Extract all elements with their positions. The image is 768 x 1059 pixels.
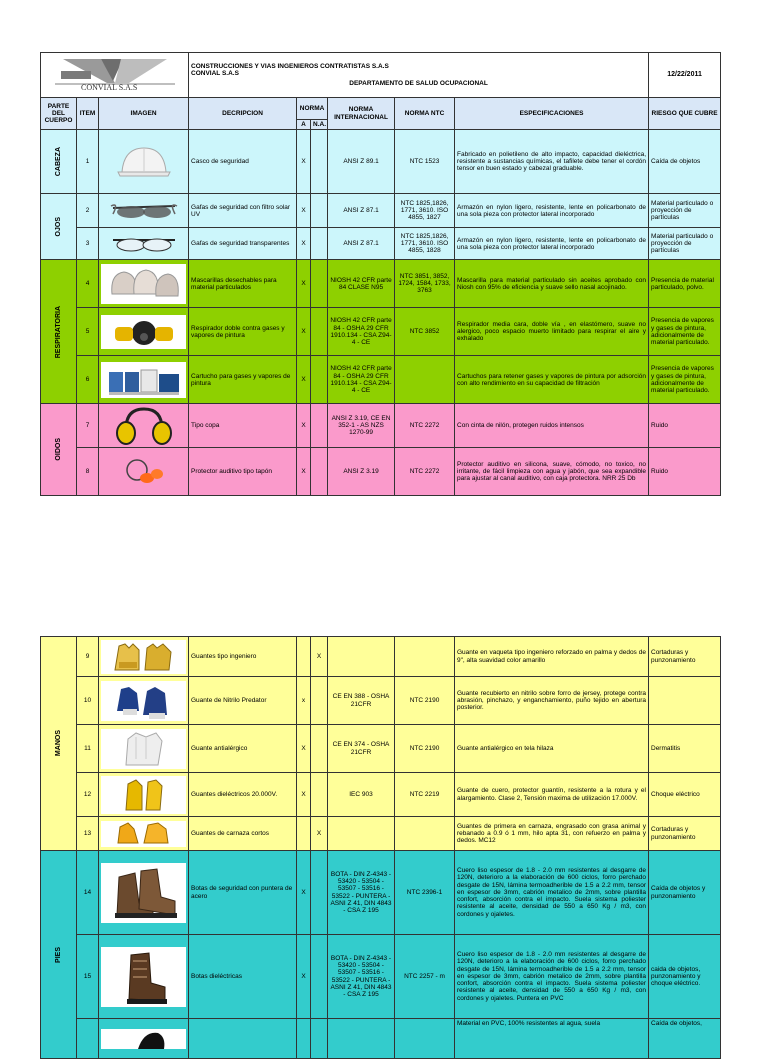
cell-spec: Guante antialérgico en tela hilaza bbox=[455, 725, 649, 773]
table-row bbox=[41, 356, 721, 404]
cell-int: BOTA - DIN Z-4343 - 53420 - 53504 - 53507 - 53516 - 53522 - PUNTERA - ASNI Z 41, DIN 4843 - CSA Z 195 bbox=[328, 935, 395, 1019]
group-manos bbox=[41, 637, 77, 851]
table-row bbox=[41, 130, 721, 194]
cell-a: X bbox=[297, 260, 311, 308]
cell-a: X bbox=[297, 935, 311, 1019]
cell-na bbox=[311, 851, 328, 935]
cell-risk: Caída de objetos bbox=[649, 130, 721, 194]
cell-int: NIOSH 42 CFR parte 84 - OSHA 29 CFR 1910.134 - CSA Z94-4 - CE bbox=[328, 356, 395, 404]
cell-desc: Gafas de seguridad con filtro solar UV bbox=[189, 194, 297, 228]
table-row bbox=[41, 637, 721, 677]
cell-item: 15 bbox=[77, 935, 99, 1019]
cell-na bbox=[311, 773, 328, 817]
col-norma: NORMA bbox=[297, 98, 328, 120]
uv-glasses-image bbox=[99, 194, 189, 228]
cell-desc: Botas de seguridad con puntera de acero bbox=[189, 851, 297, 935]
cell-a bbox=[297, 637, 311, 677]
cell-ntc: NTC 3852 bbox=[395, 308, 455, 356]
group-pies bbox=[41, 851, 77, 1059]
cell-item: 10 bbox=[77, 677, 99, 725]
leather-gloves-image bbox=[99, 637, 189, 677]
cell-risk: Material particulado o proyección de partículas bbox=[649, 194, 721, 228]
cell-int bbox=[328, 1019, 395, 1059]
cell-na bbox=[311, 228, 328, 260]
cell-spec: Mascarilla para material particulado sin aceites aprobado con Niosh con 95% de eficiencia y suave sello nasal acojinado. bbox=[455, 260, 649, 308]
group-label: OJOS bbox=[54, 217, 62, 237]
nitrile-gloves-image bbox=[99, 677, 189, 725]
cell-desc: Respirador doble contra gases y vapores de pintura bbox=[189, 308, 297, 356]
cell-desc: Guantes de carnaza cortos bbox=[189, 817, 297, 851]
cell-a: X bbox=[297, 130, 311, 194]
cell-spec: Con cinta de nilón, protegen ruidos intensos bbox=[455, 404, 649, 448]
cell-risk: Material particulado o proyección de partículas bbox=[649, 228, 721, 260]
cell-desc: Protector auditivo tipo tapón bbox=[189, 448, 297, 496]
cell-spec: Guante en vaqueta tipo ingeniero reforzado en palma y dedos de 9", alta suavidad color amarillo bbox=[455, 637, 649, 677]
group-label: RESPIRATORIA bbox=[54, 305, 62, 358]
table-row bbox=[41, 773, 721, 817]
cell-a: X bbox=[297, 725, 311, 773]
cell-item: 2 bbox=[77, 194, 99, 228]
cell-item: 6 bbox=[77, 356, 99, 404]
suede-gloves-image bbox=[99, 817, 189, 851]
cell-ntc: NTC 2190 bbox=[395, 725, 455, 773]
cell-int bbox=[328, 817, 395, 851]
cell-na bbox=[311, 725, 328, 773]
cell-desc: Guante antialérgico bbox=[189, 725, 297, 773]
earmuff-image bbox=[99, 404, 189, 448]
cell-na bbox=[311, 130, 328, 194]
company-short: CONVIAL S.A.S bbox=[191, 70, 239, 78]
cell-int: ANSI Z 89.1 bbox=[328, 130, 395, 194]
cell-a: X bbox=[297, 356, 311, 404]
table-row bbox=[41, 448, 721, 496]
cotton-gloves-image bbox=[99, 725, 189, 773]
cell-a: X bbox=[297, 773, 311, 817]
cell-ntc: NTC 2190 bbox=[395, 677, 455, 725]
department-title: DEPARTAMENTO DE SALUD OCUPACIONAL bbox=[349, 79, 488, 87]
table-row bbox=[41, 935, 721, 1019]
cell-risk bbox=[649, 677, 721, 725]
company-logo bbox=[41, 53, 189, 98]
cell-a: X bbox=[297, 448, 311, 496]
cell-spec: Protector auditivo en silicona, suave, cómodo, no toxico, no irritante, de fácil limpieza con agua y jabón, que sea expandible para ajustar al canal auditivo, con caja protectora. NRR 25 Db bbox=[455, 448, 649, 496]
col-norma-ntc: NORMA NTC bbox=[395, 98, 455, 130]
group-oidos bbox=[41, 404, 77, 496]
cell-desc: Botas dieléctricas bbox=[189, 935, 297, 1019]
cell-desc: Guantes dieléctricos 20.000V. bbox=[189, 773, 297, 817]
helmet-image bbox=[99, 130, 189, 194]
cell-int: ANSI Z 3.19 bbox=[328, 448, 395, 496]
cell-desc: Cartucho para gases y vapores de pintura bbox=[189, 356, 297, 404]
dielectric-boots-image bbox=[99, 935, 189, 1019]
cell-risk: caida de objetos, punzonamiento y choque eléctrico. bbox=[649, 935, 721, 1019]
cell-item: 14 bbox=[77, 851, 99, 935]
cell-risk: Ruido bbox=[649, 448, 721, 496]
title-block bbox=[189, 53, 649, 98]
cell-desc: Gafas de seguridad transparentes bbox=[189, 228, 297, 260]
cell-risk: Presencia de material particulado, polvo. bbox=[649, 260, 721, 308]
cell-a: X bbox=[297, 851, 311, 935]
table-row bbox=[41, 851, 721, 935]
cell-item: 1 bbox=[77, 130, 99, 194]
group-label: PIES bbox=[54, 946, 62, 963]
col-descripcion: DECRIPCION bbox=[189, 98, 297, 130]
cell-ntc: NTC 1825,1826, 1771, 3610. ISO 4855, 1828 bbox=[395, 228, 455, 260]
group-label: OIDOS bbox=[54, 438, 62, 462]
masks-image bbox=[99, 260, 189, 308]
cell-int: NIOSH 42 CFR parte 84 CLASE N95 bbox=[328, 260, 395, 308]
cell-ntc: NTC 3851, 3852, 1724, 1584, 1733, 3763 bbox=[395, 260, 455, 308]
cell-na bbox=[311, 194, 328, 228]
cell-risk: Ruido bbox=[649, 404, 721, 448]
cell-int: NIOSH 42 CFR parte 84 - OSHA 29 CFR 1910.134 - CSA Z94-4 - CE bbox=[328, 308, 395, 356]
cell-spec: Guante recubierto en nitrilo sobre forro de jersey, protege contra abrasión, pinchazo, y enganchamiento, puño tejido en abertura posterior. bbox=[455, 677, 649, 725]
cell-ntc bbox=[395, 817, 455, 851]
cell-risk: Presencia de vapores y gases de pintura, adicionalmente de material particulado. bbox=[649, 356, 721, 404]
cell-ntc: NTC 2396-1 bbox=[395, 851, 455, 935]
cell-item: 13 bbox=[77, 817, 99, 851]
cell-item: 11 bbox=[77, 725, 99, 773]
cell-ntc bbox=[395, 1019, 455, 1059]
cell-na: X bbox=[311, 637, 328, 677]
cell-item: 8 bbox=[77, 448, 99, 496]
cell-spec: Respirador media cara, doble vía , en elastómero, suave no alergico, poco espacio muerto limitado para respirar el aire y exhalado bbox=[455, 308, 649, 356]
cell-item: 9 bbox=[77, 637, 99, 677]
cell-ntc bbox=[395, 356, 455, 404]
col-norma-int: NORMA INTERNACIONAL bbox=[328, 98, 395, 130]
table-row bbox=[41, 194, 721, 228]
col-imagen: IMAGEN bbox=[99, 98, 189, 130]
cartridges-image bbox=[99, 356, 189, 404]
col-especificaciones: ESPECIFICACIONES bbox=[455, 98, 649, 130]
cell-na bbox=[311, 308, 328, 356]
cell-int: CE EN 388 - OSHA 21CFR bbox=[328, 677, 395, 725]
group-respiratoria bbox=[41, 260, 77, 404]
cell-na bbox=[311, 1019, 328, 1059]
cell-a bbox=[297, 1019, 311, 1059]
cell-ntc: NTC 1523 bbox=[395, 130, 455, 194]
cell-item: 4 bbox=[77, 260, 99, 308]
table-row bbox=[41, 404, 721, 448]
cell-int: ANSI Z 3.19, CE EN 352-1 - AS NZS 1270-99 bbox=[328, 404, 395, 448]
logo-text: CONVIAL S.A.S bbox=[81, 83, 138, 92]
group-cabeza bbox=[41, 130, 77, 194]
col-parte: PARTE DEL CUERPO bbox=[41, 98, 77, 130]
cell-ntc: NTC 1825,1826, 1771, 3610. ISO 4855, 1827 bbox=[395, 194, 455, 228]
table-row bbox=[41, 260, 721, 308]
cell-na bbox=[311, 404, 328, 448]
cell-spec: Material en PVC, 100% resistentes al agua, suela bbox=[455, 1019, 649, 1059]
col-norma-na: N.A. bbox=[311, 120, 328, 130]
company-name: CONSTRUCCIONES Y VIAS INGENIEROS CONTRATISTAS S.A.S bbox=[191, 63, 389, 71]
table-row bbox=[41, 1019, 721, 1059]
cell-desc: Tipo copa bbox=[189, 404, 297, 448]
group-label: CABEZA bbox=[54, 147, 62, 177]
cell-spec: Cartuchos para retener gases y vapores de pintura por adsorción con alto rendimiento en su capacidad de filtración bbox=[455, 356, 649, 404]
col-norma-a: A bbox=[297, 120, 311, 130]
cell-int: ANSI Z 87.1 bbox=[328, 194, 395, 228]
rubber-boot-image bbox=[99, 1019, 189, 1059]
table-row bbox=[41, 677, 721, 725]
cell-desc: Mascarillas desechables para material particulados bbox=[189, 260, 297, 308]
cell-item: 7 bbox=[77, 404, 99, 448]
cell-risk: Cortaduras y punzonamiento bbox=[649, 817, 721, 851]
cell-a: X bbox=[297, 228, 311, 260]
cell-ntc bbox=[395, 637, 455, 677]
cell-spec: Guantes de primera en carnaza, engrasado con grasa animal y rebanado a 0.9 ó 1 mm, hilo apta 31, con refuerzo en palma y dedos. MC12 bbox=[455, 817, 649, 851]
cell-item: 12 bbox=[77, 773, 99, 817]
table-row bbox=[41, 228, 721, 260]
table-row bbox=[41, 308, 721, 356]
epp-table-part2 bbox=[40, 636, 721, 1059]
cell-na bbox=[311, 448, 328, 496]
cell-spec: Armazón en nylon ligero, resistente, lente en policarbonato de una sola pieza con protector lateral incorporado bbox=[455, 228, 649, 260]
cell-a bbox=[297, 817, 311, 851]
cell-na: X bbox=[311, 817, 328, 851]
cell-na bbox=[311, 356, 328, 404]
cell-int bbox=[328, 637, 395, 677]
cell-int: ANSI Z 87.1 bbox=[328, 228, 395, 260]
date-cell: 12/22/2011 bbox=[649, 53, 721, 98]
cell-int: BOTA - DIN Z-4343 - 53420 - 53504 - 53507 - 53516 - 53522 - PUNTERA - ASNI Z 41, DIN 4843 - CSA Z 195 bbox=[328, 851, 395, 935]
cell-risk: Caída de objetos, bbox=[649, 1019, 721, 1059]
group-ojos bbox=[41, 194, 77, 260]
group-label: MANOS bbox=[54, 730, 62, 757]
cell-ntc: NTC 2272 bbox=[395, 448, 455, 496]
cell-spec: Guante de cuero, protector guantín, resistente a la rotura y el alargamiento. Clase 2, Tensión maxima de utilización 17.000V. bbox=[455, 773, 649, 817]
cell-item bbox=[77, 1019, 99, 1059]
col-item: ITEM bbox=[77, 98, 99, 130]
cell-risk: Presencia de vapores y gases de pintura, adicionalmente de material particulado. bbox=[649, 308, 721, 356]
cell-int: CE EN 374 - OSHA 21CFR bbox=[328, 725, 395, 773]
cell-spec: Fabricado en polietileno de alto impacto, capacidad dieléctrica, resistente a sustancias químicas, el tafilete debe tener el cordón tensor en buen estado y cabezal graduable. bbox=[455, 130, 649, 194]
cell-a: X bbox=[297, 194, 311, 228]
cell-desc: Casco de seguridad bbox=[189, 130, 297, 194]
steel-toe-boots-image bbox=[99, 851, 189, 935]
cell-risk: Cortaduras y punzonamiento bbox=[649, 637, 721, 677]
cell-risk: Caída de objetos y punzonamiento bbox=[649, 851, 721, 935]
dielectric-gloves-image bbox=[99, 773, 189, 817]
cell-na bbox=[311, 677, 328, 725]
cell-a: x bbox=[297, 677, 311, 725]
cell-desc bbox=[189, 1019, 297, 1059]
cell-spec: Cuero liso espesor de 1.8 - 2.0 mm resistentes al desgarre de 120N, deterioro a la elaboración de 600 ciclos, forro perchado desgate de 15N, lámina termoadherible de 1.5 a 2.2 mm, tensor en espesor de 3mm, cabrión metalico de 2mm, sobre plantilla confort, absorción contra el impacto. Suela sistema poliester resistente al aceite, densidad de 550 a 650 Kg / m3, con cordones y ojaletes. Puntera en PVC bbox=[455, 935, 649, 1019]
cell-risk: Dermatitis bbox=[649, 725, 721, 773]
cell-a: X bbox=[297, 404, 311, 448]
cell-int: IEC 903 bbox=[328, 773, 395, 817]
cell-a: X bbox=[297, 308, 311, 356]
cell-spec: Cuero liso espesor de 1.8 - 2.0 mm resistentes al desgarre de 120N, deterioro a la elaboración de 600 ciclos, forro perchado desgate de 15N, lámina termoadherible de 1.5 a 2.2 mm, tensor en espesor de 3mm, cabrión metalico de 2mm, sobre plantilla confort, absorción contra el impacto. Suela sistema poliester resistente al aceite, densidad de 550 a 650 Kg / m3, con cordones y ojaletes. bbox=[455, 851, 649, 935]
cell-item: 5 bbox=[77, 308, 99, 356]
col-riesgo: RIESGO QUE CUBRE bbox=[649, 98, 721, 130]
cell-risk: Choque eléctrico bbox=[649, 773, 721, 817]
cell-desc: Guantes tipo ingeniero bbox=[189, 637, 297, 677]
earplug-image bbox=[99, 448, 189, 496]
cell-spec: Armazón en nylon ligero, resistente, lente en policarbonato de una sola pieza con protector lateral incorporado bbox=[455, 194, 649, 228]
cell-ntc: NTC 2219 bbox=[395, 773, 455, 817]
cell-ntc: NTC 2257 - m bbox=[395, 935, 455, 1019]
cell-na bbox=[311, 260, 328, 308]
epp-table-part1 bbox=[40, 52, 721, 496]
cell-desc: Guante de Nitrilo Predator bbox=[189, 677, 297, 725]
table-row bbox=[41, 725, 721, 773]
cell-item: 3 bbox=[77, 228, 99, 260]
clear-glasses-image bbox=[99, 228, 189, 260]
cell-ntc: NTC 2272 bbox=[395, 404, 455, 448]
table-row bbox=[41, 817, 721, 851]
cell-na bbox=[311, 935, 328, 1019]
respirator-image bbox=[99, 308, 189, 356]
